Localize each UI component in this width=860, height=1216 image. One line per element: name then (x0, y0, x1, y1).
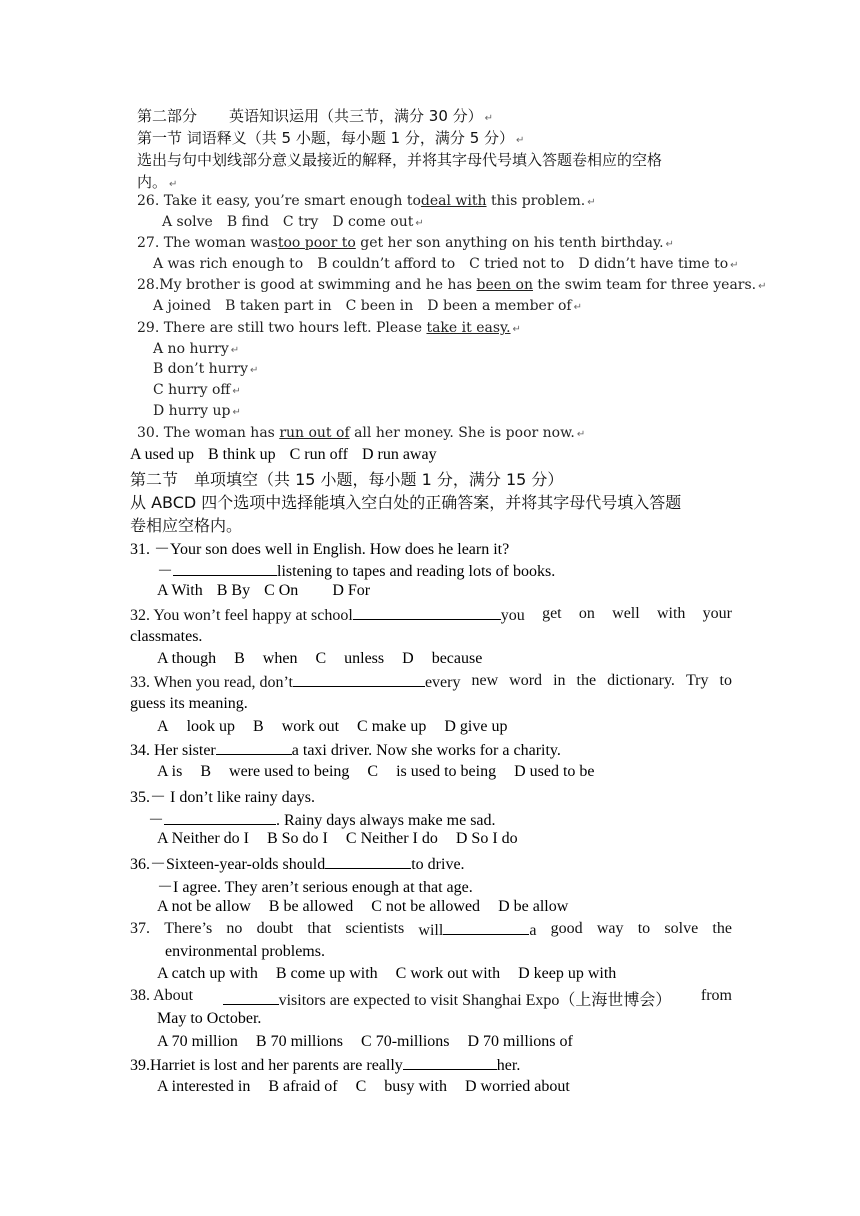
q26-stem: 26. Take it easy, you’re smart enough to (137, 193, 421, 209)
q26-option-d[interactable]: D come out (332, 214, 414, 230)
q37-word: scientists (345, 920, 405, 937)
q34-stem-end: a taxi driver. Now she works for a charity. (291, 742, 561, 759)
return-mark-icon: ↵ (232, 386, 241, 397)
instruction-tail: 内。 (137, 173, 168, 191)
q32-word: on (578, 605, 595, 622)
q37-word: that (307, 920, 332, 937)
q35-dash: － (148, 812, 165, 829)
q39-option-a[interactable]: A interested in (157, 1078, 251, 1095)
question-38 (130, 987, 732, 1010)
return-mark-icon: ↵ (730, 260, 739, 271)
q26-stem-end: this problem. (490, 193, 586, 209)
question-34 (130, 740, 561, 760)
q33-word: every (424, 674, 461, 691)
q29-option-a[interactable]: A no hurry (153, 341, 229, 357)
q29-option-c[interactable]: C hurry off (153, 382, 231, 398)
q33-option-b[interactable]: work out (281, 718, 340, 735)
q29-option-b-line (153, 361, 258, 377)
q28-stem: 28.My brother is good at swimming and he has (137, 277, 473, 293)
q39-blank[interactable] (403, 1055, 497, 1070)
q34-option-c[interactable]: is used to being (396, 763, 497, 780)
return-mark-icon: ↵ (250, 365, 259, 376)
section2-instruction-cont: 卷相应空格内。 (130, 516, 243, 535)
q30-underlined: run out of (279, 425, 350, 441)
q35-stem-end: . Rainy days always make me sad. (276, 812, 496, 829)
q32-word: well (612, 605, 640, 622)
q27-stem: 27. The woman was (137, 235, 278, 251)
q33-option-b-letter[interactable]: B (253, 718, 264, 735)
return-mark-icon: ↵ (665, 239, 674, 250)
q27-underlined: too poor to (277, 235, 356, 251)
q33-options (157, 718, 507, 736)
q33-word: dictionary. (607, 672, 675, 689)
return-mark-icon: ↵ (169, 179, 178, 190)
question-39 (130, 1055, 520, 1075)
q39-stem-end: her. (496, 1057, 521, 1074)
q26-options (162, 214, 424, 230)
q35-option-b[interactable]: B So do I (266, 830, 328, 847)
q38-stem: 38. About (130, 987, 194, 1004)
q31-option-b[interactable]: B By (216, 582, 251, 599)
q33-option-d[interactable]: D give up (444, 718, 508, 735)
q36-option-b[interactable]: B be allowed (268, 898, 354, 915)
q33-option-a-letter[interactable]: A (157, 718, 169, 735)
q30-option-a[interactable]: A used up (130, 446, 194, 463)
section1-title-text: 第一节 词语释义（共 5 小题，每小题 1 分，满分 5 分） (137, 129, 515, 147)
q37-option-b[interactable]: B come up with (275, 965, 378, 982)
q29-stem: 29. There are still two hours left. Please (137, 320, 422, 336)
q32-stem-cont: classmates. (130, 628, 203, 645)
q35-option-d[interactable]: D So I do (455, 830, 518, 847)
q30-option-b[interactable]: B think up (208, 446, 276, 463)
q29-option-b[interactable]: B don’t hurry (153, 361, 248, 377)
q37-word: to (637, 920, 651, 937)
q32-word: with (656, 605, 686, 622)
q29-option-c-line (153, 382, 241, 398)
question-32 (130, 605, 732, 625)
q28-option-b[interactable]: B taken part in (225, 298, 332, 314)
return-mark-icon: ↵ (516, 135, 525, 146)
q35-option-c[interactable]: C Neither I do (345, 830, 438, 847)
q32-stem-text: 32. You won’t feel happy at school (130, 607, 353, 624)
q30-options (130, 446, 437, 464)
q31-option-c[interactable]: C On (264, 582, 299, 599)
q35-answer-line (148, 807, 496, 830)
q32-options (157, 650, 482, 668)
q36-blank[interactable] (325, 854, 411, 869)
q33-stem-text: 33. When you read, don’t (130, 674, 293, 691)
q36-options (157, 898, 568, 916)
q29-option-d-line (153, 403, 241, 419)
q35-blank[interactable] (164, 810, 276, 825)
q33-word: new (471, 672, 499, 689)
q30-option-d[interactable]: D run away (361, 446, 437, 463)
q37-stem-cont: environmental problems. (165, 943, 325, 960)
q32-stem (130, 605, 525, 625)
q32-word: your (702, 605, 732, 622)
q38-option-b[interactable]: B 70 millions (255, 1033, 344, 1050)
q28-option-c[interactable]: C been in (345, 298, 414, 314)
q33-word: in (553, 672, 566, 689)
q39-option-c-letter[interactable]: C (355, 1078, 367, 1095)
q37-option-c[interactable]: C work out with (395, 965, 501, 982)
return-mark-icon: ↵ (484, 113, 494, 124)
q37-options (157, 965, 616, 983)
q36-stem-end: to drive. (411, 856, 465, 873)
q28-options (153, 298, 582, 314)
section2-title: 第二节 单项填空（共 15 小题，每小题 1 分，满分 15 分） (130, 470, 564, 489)
q31-options (157, 582, 370, 600)
question-30 (137, 425, 585, 441)
question-28 (137, 277, 767, 293)
q39-stem: 39.Harriet is lost and her parents are really (130, 1057, 403, 1074)
q34-option-b-letter[interactable]: B (200, 763, 212, 780)
return-mark-icon: ↵ (576, 429, 586, 440)
q31-dash: － (157, 563, 174, 580)
q38-blank[interactable] (223, 990, 279, 1005)
q34-option-b[interactable]: were used to being (229, 763, 350, 780)
section2-instruction: 从 ABCD 四个选项中选择能填入空白处的正确答案，并将其字母代号填入答题 (130, 493, 682, 512)
q28-stem-end: the swim team for three years. (537, 277, 757, 293)
q34-option-d[interactable]: D used to be (514, 763, 595, 780)
q27-option-b[interactable]: B couldn’t afford to (317, 256, 456, 272)
q33-word: Try (685, 672, 709, 689)
q37-word: the (712, 920, 732, 937)
q38-blank-group (223, 987, 672, 1010)
q39-options (157, 1078, 570, 1096)
q34-option-c-letter[interactable]: C (367, 763, 379, 780)
q26-underlined: deal with (420, 193, 487, 209)
q33-word: word (509, 672, 543, 689)
return-mark-icon: ↵ (415, 218, 424, 229)
q38-option-d[interactable]: D 70 millions of (467, 1033, 573, 1050)
q30-stem: 30. The woman has (137, 425, 275, 441)
q37-blank-group (418, 920, 536, 940)
return-mark-icon: ↵ (232, 407, 241, 418)
q26-option-c[interactable]: C try (282, 214, 319, 230)
q39-option-c[interactable]: busy with (384, 1078, 447, 1095)
q30-stem-end: all her money. She is poor now. (354, 425, 575, 441)
q27-option-a[interactable]: A was rich enough to (153, 256, 304, 272)
return-mark-icon: ↵ (573, 302, 582, 313)
q34-blank[interactable] (216, 740, 292, 755)
q29-option-d[interactable]: D hurry up (153, 403, 231, 419)
q27-option-c[interactable]: C tried not to (469, 256, 565, 272)
q28-option-a[interactable]: A joined (153, 298, 212, 314)
part-label: 第二部分 (137, 107, 198, 125)
q37-option-d[interactable]: D keep up with (518, 965, 617, 982)
q34-option-a[interactable]: A is (157, 763, 183, 780)
q35-option-a[interactable]: A Neither do I (157, 830, 249, 847)
q39-option-b[interactable]: B afraid of (268, 1078, 338, 1095)
q33-option-a[interactable]: look up (186, 718, 236, 735)
q26-option-a[interactable]: A solve (162, 214, 213, 230)
q31-stem-end: listening to tapes and reading lots of books. (277, 563, 556, 580)
q32-option-b-letter[interactable]: B (234, 650, 245, 667)
return-mark-icon: ↵ (512, 324, 521, 335)
question-37 (130, 920, 732, 940)
question-33 (130, 672, 732, 692)
q28-option-d[interactable]: D been a member of (427, 298, 572, 314)
q38-options (157, 1033, 573, 1051)
q37-word: good (550, 920, 583, 937)
q37-word: There’s (164, 920, 213, 937)
return-mark-icon: ↵ (758, 281, 767, 292)
q32-word: get (542, 605, 562, 622)
q31-option-d[interactable]: D For (332, 582, 371, 599)
q34-stem: 34. Her sister (130, 742, 216, 759)
q27-option-d[interactable]: D didn’t have time to (578, 256, 729, 272)
q32-option-d-letter[interactable]: D (402, 650, 414, 667)
section1-title (137, 127, 524, 148)
q37-word: way (596, 920, 624, 937)
q33-word: the (576, 672, 597, 689)
q36-option-d[interactable]: D be allow (498, 898, 569, 915)
q37-word: doubt (256, 920, 294, 937)
question-36 (130, 851, 465, 874)
q26-option-b[interactable]: B find (226, 214, 269, 230)
q37-blank[interactable] (443, 920, 529, 935)
q27-options (153, 256, 739, 272)
q37-word: solve (664, 920, 699, 937)
q31-answer-line (157, 558, 555, 581)
q38-option-a[interactable]: A 70 million (157, 1033, 238, 1050)
question-26 (137, 193, 596, 209)
q32-word: you (500, 607, 525, 624)
q38-stem-end: from (700, 987, 732, 1004)
q37-word: a (529, 922, 537, 939)
q38-option-c[interactable]: C 70-millions (361, 1033, 450, 1050)
part-subtitle: 英语知识运用（共三节，满分 30 分） (229, 107, 483, 125)
q34-options (157, 763, 595, 781)
q32-option-c[interactable]: unless (344, 650, 385, 667)
q32-option-b[interactable]: when (262, 650, 298, 667)
q30-option-c[interactable]: C run off (289, 446, 348, 463)
q32-option-c-letter[interactable]: C (315, 650, 327, 667)
q33-stem-cont: guess its meaning. (130, 695, 248, 712)
q39-option-d[interactable]: D worried about (464, 1078, 570, 1095)
q33-word: to (719, 672, 732, 689)
q38-stem-mid: visitors are expected to visit Shanghai Expo（上海世博会） (278, 992, 672, 1009)
question-35: 35.－ I don’t like rainy days. (130, 789, 316, 806)
q29-underlined: take it easy. (426, 320, 511, 336)
question-31: 31. －Your son does well in English. How does he learn it? (130, 541, 510, 558)
return-mark-icon: ↵ (230, 345, 240, 356)
return-mark-icon: ↵ (587, 197, 596, 208)
q36-reply: －I agree. They aren’t serious enough at that age. (157, 879, 473, 896)
q31-option-a[interactable]: A With (157, 582, 203, 599)
q37-number: 37. (130, 920, 150, 937)
q32-option-d[interactable]: because (431, 650, 483, 667)
q37-word: will (418, 922, 444, 939)
q29-option-a-line (153, 341, 239, 357)
q32-blank[interactable] (353, 605, 501, 620)
q36-stem: 36.－Sixteen-year-olds should (130, 856, 326, 873)
section1-instruction: 选出与句中划线部分意义最接近的解释，并将其字母代号填入答题卷相应的空格 (137, 151, 663, 169)
q27-stem-end: get her son anything on his tenth birthday. (360, 235, 664, 251)
q33-stem (130, 672, 460, 692)
section1-instruction-cont (137, 171, 177, 192)
q32-option-a[interactable]: A though (157, 650, 217, 667)
question-27 (137, 235, 674, 251)
q33-option-c[interactable]: C make up (357, 718, 427, 735)
q36-option-c[interactable]: C not be allowed (371, 898, 481, 915)
q37-word: no (226, 920, 243, 937)
q35-options (157, 830, 518, 848)
part-title (137, 105, 493, 126)
q38-stem-cont: May to October. (157, 1010, 262, 1027)
q28-underlined: been on (476, 277, 533, 293)
q37-option-a[interactable]: A catch up with (157, 965, 258, 982)
q31-blank[interactable] (173, 561, 277, 576)
q33-blank[interactable] (293, 672, 425, 687)
q36-option-a[interactable]: A not be allow (157, 898, 251, 915)
question-29 (137, 320, 521, 336)
